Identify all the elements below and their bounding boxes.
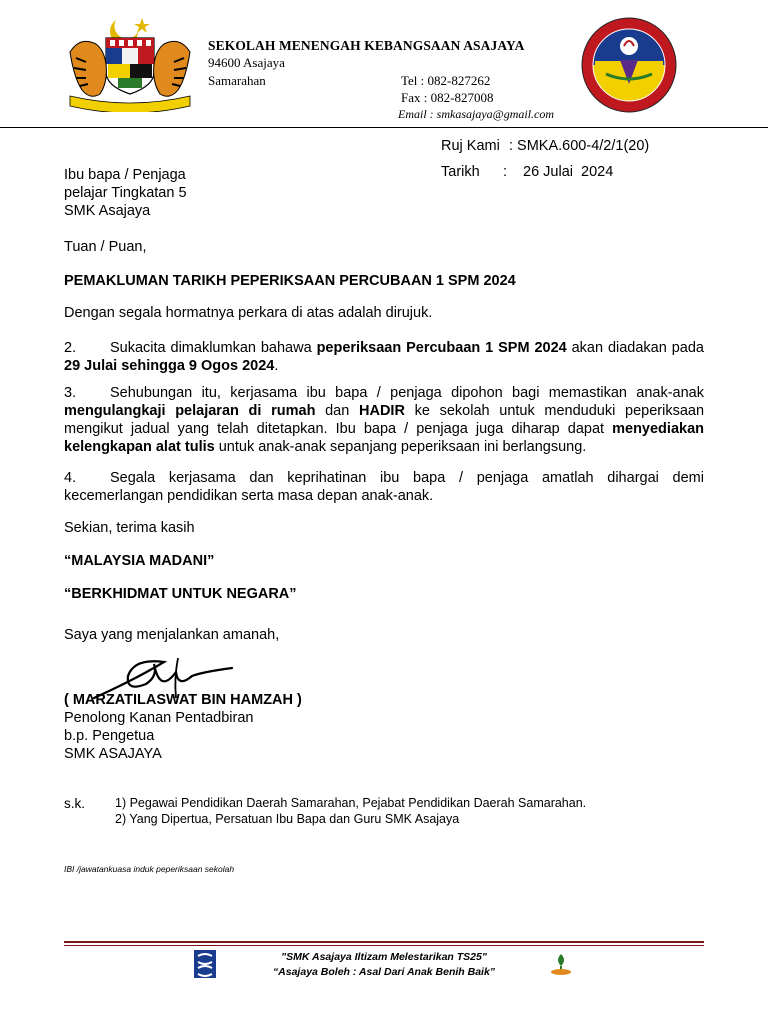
paragraph-number: 3.: [64, 385, 77, 401]
paragraph-4: 4. Segala kerjasama dan keprihatinan ibu bapa / penjaga amatlah dihargai demi kecemerlangan pendidikan serta masa depan anak-anak.: [64, 470, 704, 504]
recipient-line-1: Ibu bapa / Penjaga: [64, 167, 186, 183]
cc-item-1: 1) Pegawai Pendidikan Daerah Samarahan, Pejabat Pendidikan Daerah Samarahan.: [115, 796, 587, 810]
paragraph-1: Dengan segala hormatnya perkara di atas adalah dirujuk.: [64, 305, 433, 321]
paragraph-number: 2.: [64, 340, 77, 356]
cc-item-2: 2) Yang Dipertua, Persatuan Ibu Bapa dan Guru SMK Asajaya: [115, 812, 460, 826]
date-value: 26 Julai 2024: [523, 164, 614, 180]
fax: Fax : 082-827008: [401, 90, 494, 105]
recipient-line-2: pelajar Tingkatan 5: [64, 185, 187, 201]
footer-motto-1: "SMK Asajaya Iltizam Melestarikan TS25": [281, 951, 487, 963]
school-name: SEKOLAH MENENGAH KEBANGSAAN ASAJAYA: [208, 38, 525, 53]
telephone: Tel : 082-827262: [401, 73, 491, 88]
cc-label: s.k.: [64, 796, 86, 811]
paragraph-2: 2. Sukacita dimaklumkan bahawa peperiksaan Percubaan 1 SPM 2024 akan diadakan pada 29 Julai sehingga 9 Ogos 2024.: [64, 340, 704, 374]
malaysia-coat-of-arms-logo: [64, 12, 196, 112]
reference-number: : SMKA.600-4/2/1(20): [509, 138, 650, 154]
letterhead-divider: [0, 127, 768, 128]
address-postcode-town: 94600 Asajaya: [208, 55, 285, 70]
signatory-title: Penolong Kanan Pentadbiran: [64, 710, 254, 726]
signatory-on-behalf: b.p. Pengetua: [64, 728, 155, 744]
address-district: Samarahan: [208, 73, 266, 88]
paragraph-3: 3. Sehubungan itu, kerjasama ibu bapa / penjaga dipohon bagi memastikan anak-anak mengulangkaji pelajaran di rumah dan HADIR ke sekolah untuk menduduki peperiksaan mengikut jadual yang telah ditetapkan. Ibu bapa / penjaga juga diharap dapat menyediakan kelengkapan alat tulis untuk anak-anak sepanjang peperiksaan ini berlangsung.: [64, 385, 705, 455]
footer-rule-bottom: [64, 945, 704, 946]
email: Email : smkasajaya@gmail.com: [398, 107, 555, 121]
date-label: Tarikh: [441, 164, 480, 180]
recipient-line-3: SMK Asajaya: [64, 203, 151, 219]
footer-motto-2: “Asajaya Boleh : Asal Dari Anak Benih Baik”: [272, 966, 496, 978]
subject-title: PEMAKLUMAN TARIKH PEPERIKSAAN PERCUBAAN 1 SPM 2024: [64, 273, 516, 289]
reference-label: Ruj Kami: [441, 138, 500, 154]
paragraph-number: 4.: [64, 470, 77, 486]
footnote: IBI /jawatankuasa induk peperiksaan sekolah: [64, 864, 235, 874]
salutation: Tuan / Puan,: [64, 239, 147, 255]
footer-rule-top: [64, 941, 704, 943]
signatory-name: ( MARZATILASWAT BIN HAMZAH ): [64, 692, 302, 708]
date-separator: :: [503, 164, 508, 180]
slogan-berkhidmat: “BERKHIDMAT UNTUK NEGARA”: [64, 586, 297, 602]
trust-line: Saya yang menjalankan amanah,: [64, 627, 280, 643]
school-logo: [580, 16, 678, 114]
signatory-school: SMK ASAJAYA: [64, 746, 162, 762]
slogan-malaysia-madani: “MALAYSIA MADANI”: [64, 553, 215, 569]
footer-right-logo: [548, 950, 574, 976]
closing: Sekian, terima kasih: [64, 520, 195, 536]
